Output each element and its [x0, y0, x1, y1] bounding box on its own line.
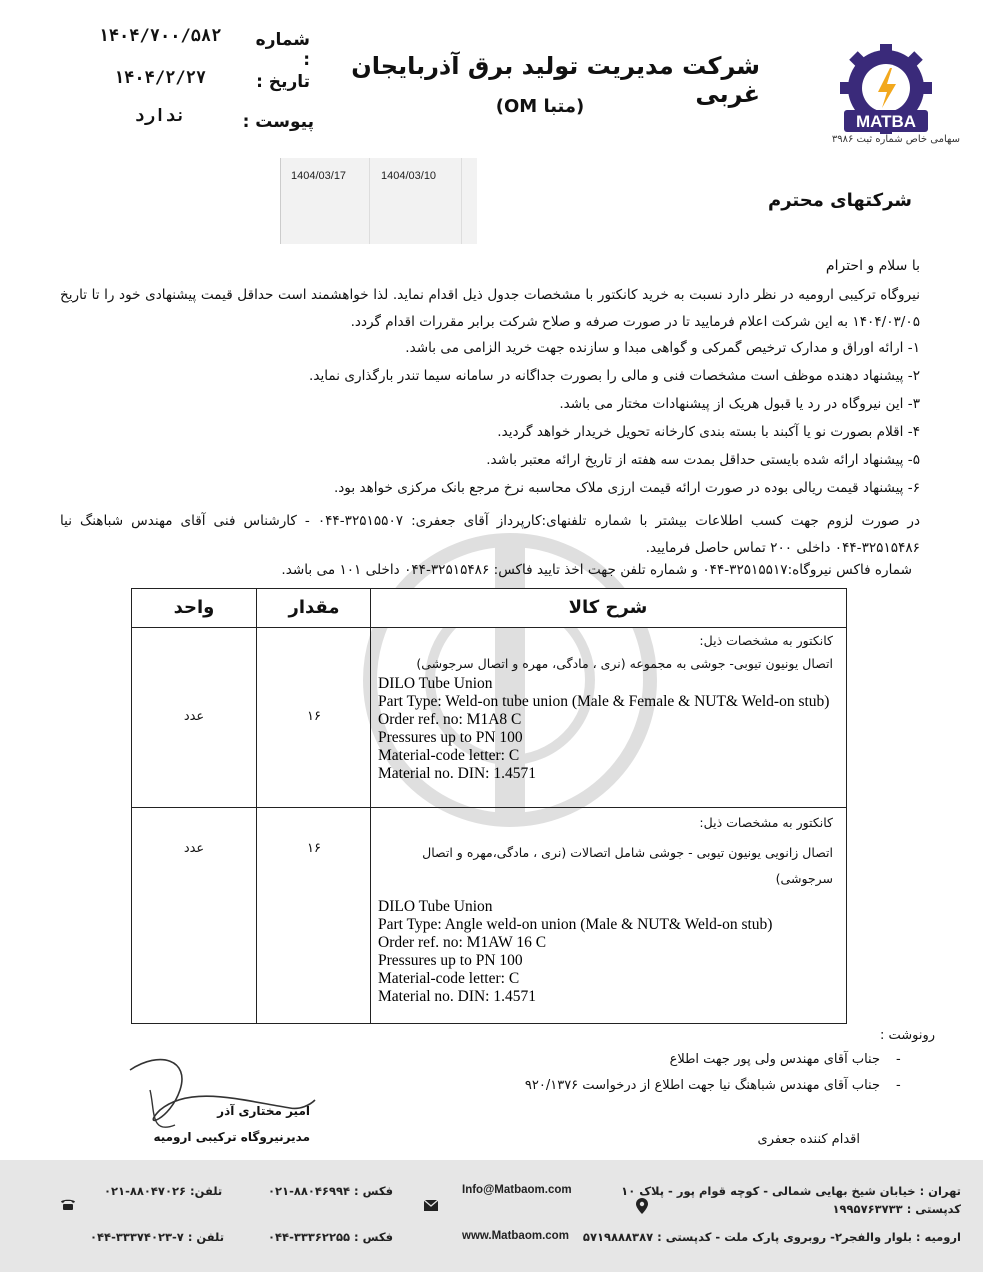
cc-bullet: - — [896, 1052, 901, 1067]
row-unit: عدد — [183, 709, 205, 724]
cc-item: جناب آقای مهندس ولی پور جهت اطلاع — [669, 1052, 880, 1067]
company-name: شرکت مدیریت تولید برق آذربایجان غربی — [351, 52, 760, 108]
condition-item: ۶- پیشنهاد قیمت ریالی بوده در صورت ارائه قیمت ارزی ملاک محاسبه نرخ مرجع بانک مرکزی خواهد بود. — [333, 480, 920, 496]
tehran-address: تهران : خیابان شیخ بهایی شمالی - کوچه قوام پور - پلاک ۱۰ — [621, 1184, 961, 1198]
row-en-line: Material-code letter: C — [378, 747, 520, 764]
condition-item: ۲- پیشنهاد دهنده موظف است مشخصات فنی و مالی را بصورت جداگانه در سامانه سیما تندر بارگذاری نماید. — [309, 368, 920, 384]
cc-item: جناب آقای مهندس شباهنگ نیا جهت اطلاع از درخواست ۹۲۰/۱۳۷۶ — [524, 1078, 880, 1093]
cc-label: رونوشت : — [879, 1028, 935, 1043]
letter-body: نیروگاه ترکیبی ارومیه در نظر دارد نسبت به خرید کانکتور با مشخصات جدول ذیل اقدام نماید. لذا خواهشمند است حداقل قیمت پیشنهادی خود را تا تاریخ ۱۴۰۴/۰۳/۰۵ به این شرکت اعلام فرمایید تا در صورت صرفه و صلاح شرکت برابر مقررات اقدام گردد. — [60, 287, 920, 330]
company-subtitle: (متبا OM) — [495, 96, 585, 117]
number-value: ۱۴۰۴/۷۰۰/۵۸۲ — [98, 26, 222, 46]
urmia-fax: فکس : ۳۳۳۶۲۲۵۵-۰۴۴ — [268, 1230, 394, 1244]
svg-text:MATBA: MATBA — [855, 112, 917, 131]
header-description: شرح کالا — [372, 589, 844, 627]
contact-paragraph: در صورت لزوم جهت کسب اطلاعات بیشتر با شماره تلفنهای:کارپرداز آقای جعفری: ۳۲۵۱۵۵۰۷-۰۴۴ - کارشناس فنی آقای مهندس شباهنگ نیا ۳۲۵۱۵۴۸۶-۰۴۴ داخلی ۲۰۰ تماس حاصل فرمایید. — [60, 513, 920, 556]
condition-item: ۴- اقلام بصورت نو یا آکبند با بسته بندی کارخانه تحویل خریدار خواهد گردید. — [497, 424, 920, 440]
row-en-line: Part Type: Weld-on tube union (Male & Female & NUT& Weld-on stub) — [378, 693, 830, 710]
items-table — [131, 588, 847, 1024]
row-en-line: Order ref. no: M1A8 C — [378, 711, 522, 728]
row-en-line: DILO Tube Union — [378, 675, 493, 692]
signatory-title: مدیرنیروگاه ترکیبی ارومیه — [153, 1130, 310, 1144]
recipient-greeting: شرکتهای محترم — [768, 190, 912, 211]
row-en-line: Part Type: Angle weld-on union (Male & NUT& Weld-on stub) — [378, 916, 773, 933]
row-en-line: Material no. DIN: 1.4571 — [378, 765, 536, 782]
phone-icon — [60, 1198, 76, 1210]
envelope-icon — [424, 1200, 438, 1211]
action-by: اقدام کننده جعفری — [757, 1132, 860, 1147]
row-fa-description: اتصال زانویی یونیون تیوبی - جوشی شامل اتصالات (نری ، مادگی،مهره و اتصال سرجوشی) — [422, 845, 833, 886]
attachment-label: پیوست : — [242, 112, 314, 132]
cc-bullet: - — [896, 1078, 901, 1093]
table-row — [378, 633, 833, 783]
fax-line: شماره فاکس نیروگاه:۳۲۵۱۵۵۱۷-۰۴۴ و شماره تلفن جهت اخذ تایید فاکس: ۳۲۵۱۵۴۸۶-۰۴۴ داخلی ۱۰۱ می باشد. — [281, 562, 912, 578]
urmia-phone: تلفن : ۷-۳۳۳۷۴۰۲۳-۰۴۴ — [90, 1230, 225, 1244]
email-address: Info@Matbaom.com — [462, 1184, 572, 1196]
row-en-line: Pressures up to PN 100 — [378, 952, 523, 969]
stamp-date-2: 1404/03/10 — [381, 170, 437, 182]
signatory-name: امیر مختاری آذر — [217, 1104, 310, 1118]
header-quantity: مقدار — [258, 589, 370, 627]
row-en-line: Material no. DIN: 1.4571 — [378, 988, 536, 1005]
row-en-line: Material-code letter: C — [378, 970, 520, 987]
urmia-address: ارومیه : بلوار والفجر۲- روبروی پارک ملت - کدپستی : ۵۷۱۹۸۸۸۳۸۷ — [582, 1230, 961, 1244]
receipt-stamp — [280, 158, 477, 244]
date-value: ۱۴۰۴/۲/۲۷ — [113, 68, 207, 88]
header-unit: واحد — [132, 589, 256, 627]
tehran-phone: تلفن: ۸۸۰۴۷۰۲۶-۰۲۱ — [104, 1184, 223, 1198]
location-pin-icon — [636, 1198, 648, 1214]
attachment-value: ندارد — [134, 106, 186, 126]
matba-logo — [830, 44, 942, 136]
number-label: شماره : — [255, 30, 310, 70]
tehran-fax: فکس : ۸۸۰۴۶۹۹۴-۰۲۱ — [268, 1184, 394, 1198]
row-en-line: Pressures up to PN 100 — [378, 729, 523, 746]
signature-scribble — [120, 1050, 320, 1140]
row-intro: کانکتور به مشخصات ذیل: — [699, 815, 833, 830]
row-fa-description: اتصال یونیون تیوبی- جوشی به مجموعه (نری ، مادگی، مهره و اتصال سرجوشی) — [416, 656, 833, 671]
letter-footer — [0, 1160, 983, 1272]
row-en-line: Order ref. no: M1AW 16 C — [378, 934, 547, 951]
stamp-date-1: 1404/03/17 — [291, 170, 347, 182]
condition-item: ۳- این نیروگاه در رد یا قبول هریک از پیشنهادات مختار می باشد. — [559, 396, 920, 412]
row-unit: عدد — [183, 841, 205, 856]
table-row — [378, 815, 833, 1006]
website: www.Matbaom.com — [462, 1230, 569, 1242]
row-quantity: ۱۶ — [307, 709, 321, 724]
row-quantity: ۱۶ — [307, 841, 321, 856]
conditions-list — [200, 340, 920, 500]
tehran-postal: کدپستی : ۱۹۹۵۷۶۳۷۳۳ — [832, 1202, 961, 1216]
registration-line: سهامی خاص شماره ثبت ۳۹۸۶ — [831, 134, 960, 145]
row-en-line: DILO Tube Union — [378, 898, 493, 915]
condition-item: ۱- ارائه اوراق و مدارک ترخیص گمرکی و گواهی مبدا و سازنده جهت خرید الزامی می باشد. — [405, 340, 920, 356]
row-intro: کانکتور به مشخصات ذیل: — [699, 633, 833, 648]
date-label: تاریخ : — [256, 72, 310, 92]
condition-item: ۵- پیشنهاد ارائه شده بایستی حداقل بمدت سه هفته از تاریخ ارائه معتبر باشد. — [486, 452, 920, 468]
salutation: با سلام و احترام — [825, 258, 920, 274]
